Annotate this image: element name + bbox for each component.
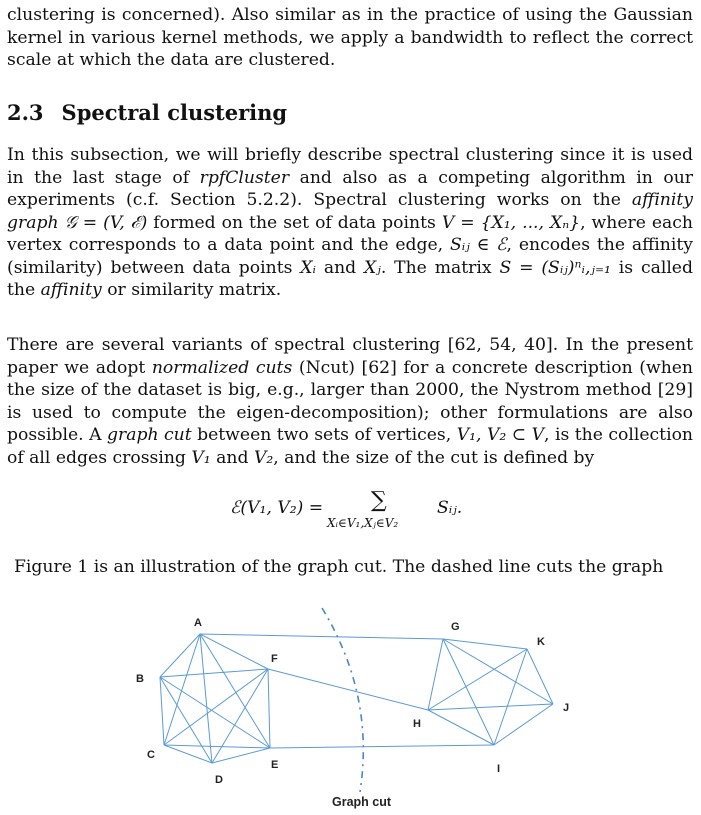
graph-edge	[160, 677, 270, 748]
node-label-h: H	[413, 718, 421, 730]
graph-cut-figure	[0, 600, 701, 815]
paragraph-ncut: There are several variants of spectral clustering [62, 54, 40]. In the present paper we adopt normalized cuts (Ncut) [62] for a concrete description (when the size of the dataset is big, e.g., larger than 2000, the Nystrom method [29] is used to compute the eigen-decomposition); other formulations are also possible. A graph cut between two sets of vertices, V₁, V₂ ⊂ V, is the collection of all edges crossing V₁ and V₂, and the size of the cut is defined by	[7, 335, 694, 468]
graph-edge	[428, 639, 443, 710]
graph-edge	[443, 639, 527, 649]
graph-edge	[200, 634, 443, 639]
equation-term: Sᵢⱼ.	[437, 498, 463, 518]
graph-edge	[200, 634, 270, 748]
graph-edge	[164, 634, 200, 745]
graph-edge	[270, 745, 494, 748]
node-label-g: G	[451, 621, 460, 633]
graph-edge	[428, 710, 494, 745]
paragraph-intro: clustering is concerned). Also similar as in the practice of using the Gaussian kernel in various kernel methods, we apply a bandwidth to reflect the correct scale at which the data are clustered.	[7, 5, 693, 70]
graph-edge	[160, 669, 268, 677]
node-label-k: K	[537, 636, 545, 648]
node-label-i: I	[497, 763, 501, 775]
node-label-b: B	[136, 673, 144, 685]
graph-edge	[268, 669, 270, 748]
graph-edge	[443, 639, 553, 704]
equation-lhs: ℰ(V₁, V₂) =	[230, 498, 324, 518]
node-label-c: C	[147, 749, 155, 761]
cut-line	[322, 608, 363, 792]
paragraph-spectral: In this subsection, we will briefly describe spectral clustering since it is used in the last stage of rpfCluster and also as a competing algorithm in our experiments (c.f. Section 5.2.2). Spectral clustering works on the affinity graph 𝒢 = (V, ℰ) formed on the set of data points V = {X₁, ..., Xₙ}, where each vertex corresponds to a data point and the edge, Sᵢⱼ ∈ ℰ, encodes the affinity (similarity) between data points Xᵢ and Xⱼ. The matrix S = (Sᵢⱼ)ⁿᵢ,ⱼ₌₁ is called the affinity or similarity matrix.	[7, 145, 693, 300]
figure-caption: Graph cut	[332, 795, 392, 809]
paragraph-figure-ref: Figure 1 is an illustration of the graph cut. The dashed line cuts the graph	[14, 557, 664, 577]
equation-subscript: Xᵢ∈V₁,Xⱼ∈V₂	[327, 516, 399, 530]
node-label-f: F	[271, 653, 278, 665]
graph-edge	[164, 745, 212, 763]
graph-edge	[494, 649, 527, 745]
section-number: 2.3	[7, 100, 44, 125]
graph-edge	[160, 677, 212, 763]
node-label-e: E	[271, 759, 279, 771]
graph-edge	[494, 704, 553, 745]
cut-equation	[0, 488, 701, 548]
node-label-j: J	[563, 702, 570, 714]
graph-edge	[160, 634, 200, 677]
section-heading	[7, 100, 287, 125]
graph-edge	[212, 748, 270, 763]
graph-edge	[164, 745, 270, 748]
node-label-a: A	[194, 617, 202, 629]
graph-edge	[428, 704, 553, 710]
graph-edge	[443, 639, 494, 745]
graph-edge	[164, 669, 268, 745]
graph-edge	[268, 669, 428, 710]
graph-edge	[160, 677, 164, 745]
node-label-d: D	[215, 774, 223, 786]
section-title: Spectral clustering	[61, 100, 288, 125]
equation-sum-symbol: ∑	[371, 488, 387, 513]
graph-edge	[200, 634, 212, 763]
